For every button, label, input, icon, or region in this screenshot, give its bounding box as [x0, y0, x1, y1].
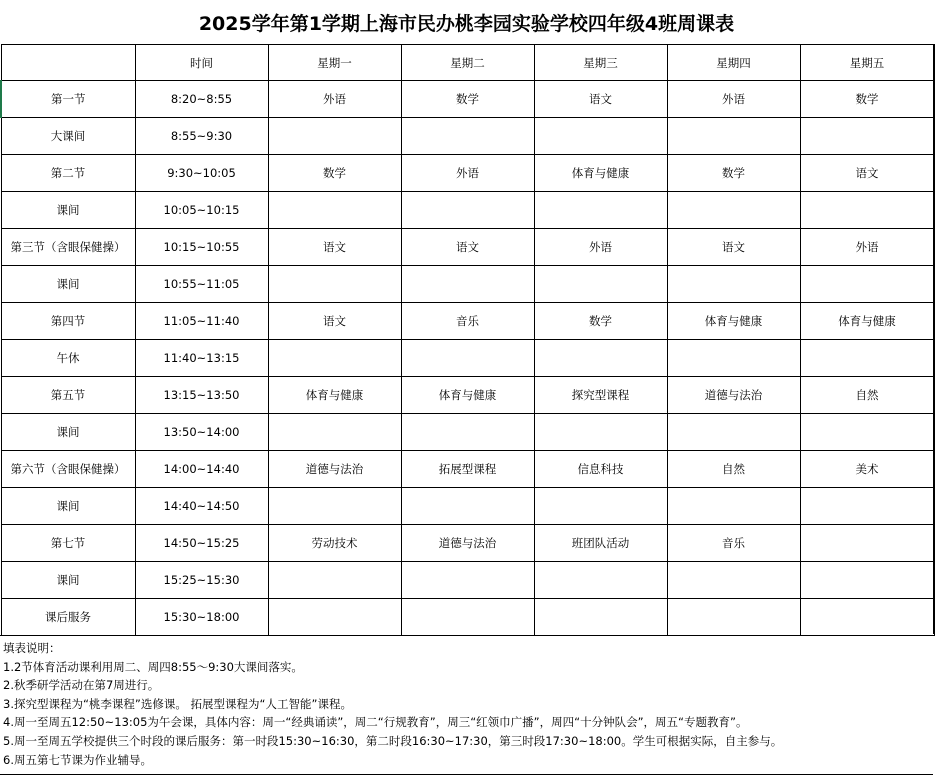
subject-cell[interactable]: 语文 [268, 229, 401, 266]
period-cell[interactable]: 第二节 [1, 155, 135, 192]
note-line: 1.2节体育活动课利用周二、周四8:55～9:30大课间落实。 [3, 659, 303, 674]
table-row [1, 414, 934, 451]
note-line: 3.探究型课程为“桃李课程”选修课。 拓展型课程为“人工智能”课程。 [3, 696, 352, 711]
subject-cell[interactable] [268, 488, 401, 525]
note-line: 2.秋季研学活动在第7周进行。 [3, 678, 160, 693]
subject-cell[interactable] [268, 340, 401, 377]
period-cell[interactable]: 第一节 [1, 81, 135, 118]
header-cell[interactable]: 星期五 [800, 45, 934, 81]
subject-cell[interactable]: 体育与健康 [534, 155, 667, 192]
subject-cell[interactable] [401, 414, 534, 451]
subject-cell[interactable] [268, 192, 401, 229]
subject-cell[interactable] [534, 488, 667, 525]
subject-cell[interactable] [268, 266, 401, 303]
table-row [1, 340, 934, 377]
subject-cell[interactable] [800, 599, 934, 636]
period-cell[interactable]: 课间 [1, 488, 135, 525]
header-cell[interactable]: 星期四 [667, 45, 800, 81]
table-row [1, 599, 934, 636]
subject-cell[interactable]: 道德与法治 [268, 451, 401, 488]
table-row [1, 377, 934, 414]
subject-cell[interactable]: 体育与健康 [268, 377, 401, 414]
period-cell[interactable]: 午休 [1, 340, 135, 377]
table-row [1, 155, 934, 192]
subject-cell[interactable] [401, 118, 534, 155]
subject-cell[interactable] [800, 192, 934, 229]
subject-cell[interactable] [401, 488, 534, 525]
subject-cell[interactable] [534, 340, 667, 377]
subject-cell[interactable] [401, 192, 534, 229]
subject-cell[interactable] [401, 340, 534, 377]
subject-cell[interactable] [800, 562, 934, 599]
subject-cell[interactable]: 语文 [268, 303, 401, 340]
subject-cell[interactable] [667, 414, 800, 451]
subject-cell[interactable] [667, 599, 800, 636]
header-cell[interactable]: 星期三 [534, 45, 667, 81]
subject-cell[interactable] [534, 192, 667, 229]
subject-cell[interactable]: 数学 [534, 303, 667, 340]
time-cell[interactable]: 11:40~13:15 [135, 340, 268, 377]
subject-cell[interactable]: 美术 [800, 451, 934, 488]
subject-cell[interactable] [401, 562, 534, 599]
subject-cell[interactable]: 自然 [667, 451, 800, 488]
header-cell[interactable]: 星期二 [401, 45, 534, 81]
table-row [1, 451, 934, 488]
period-cell[interactable]: 第六节（含眼保健操） [1, 451, 135, 488]
subject-cell[interactable]: 外语 [401, 155, 534, 192]
period-cell[interactable]: 课间 [1, 192, 135, 229]
timetable-grid [0, 44, 935, 636]
subject-cell[interactable]: 外语 [268, 81, 401, 118]
table-row [1, 303, 934, 340]
subject-cell[interactable] [268, 118, 401, 155]
table-row [1, 229, 934, 266]
table-row [1, 81, 934, 118]
subject-cell[interactable] [667, 562, 800, 599]
time-cell[interactable]: 15:25~15:30 [135, 562, 268, 599]
note-line: 5.周一至周五学校提供三个时段的课后服务：第一时段15:30~16:30，第二时段16:30~17:30，第三时段17:30~18:00。学生可根据实际，自主参与。 [3, 733, 783, 748]
subject-cell[interactable]: 语文 [800, 155, 934, 192]
table-row [1, 118, 934, 155]
subject-cell[interactable]: 数学 [667, 155, 800, 192]
subject-cell[interactable] [268, 562, 401, 599]
subject-cell[interactable]: 数学 [800, 81, 934, 118]
subject-cell[interactable] [800, 340, 934, 377]
time-cell[interactable]: 10:15~10:55 [135, 229, 268, 266]
subject-cell[interactable]: 音乐 [401, 303, 534, 340]
header-cell[interactable]: 时间 [135, 45, 268, 81]
subject-cell[interactable]: 劳动技术 [268, 525, 401, 562]
subject-cell[interactable] [401, 266, 534, 303]
table-row [1, 525, 934, 562]
note-line: 6.周五第七节课为作业辅导。 [3, 752, 152, 767]
subject-cell[interactable] [534, 599, 667, 636]
subject-cell[interactable] [667, 266, 800, 303]
subject-cell[interactable]: 音乐 [667, 525, 800, 562]
period-cell[interactable]: 第四节 [1, 303, 135, 340]
subject-cell[interactable] [667, 488, 800, 525]
subject-cell[interactable] [667, 340, 800, 377]
subject-cell[interactable]: 体育与健康 [800, 303, 934, 340]
period-cell[interactable]: 课间 [1, 266, 135, 303]
table-row [1, 266, 934, 303]
subject-cell[interactable] [800, 266, 934, 303]
period-cell[interactable]: 课间 [1, 562, 135, 599]
subject-cell[interactable] [667, 192, 800, 229]
table-row [1, 192, 934, 229]
subject-cell[interactable] [534, 118, 667, 155]
subject-cell[interactable]: 自然 [800, 377, 934, 414]
subject-cell[interactable] [534, 562, 667, 599]
subject-cell[interactable]: 外语 [667, 81, 800, 118]
subject-cell[interactable] [268, 414, 401, 451]
subject-cell[interactable]: 道德与法治 [667, 377, 800, 414]
subject-cell[interactable] [800, 414, 934, 451]
time-cell[interactable]: 14:00~14:40 [135, 451, 268, 488]
time-cell[interactable]: 8:55~9:30 [135, 118, 268, 155]
notes-heading: 填表说明： [3, 641, 61, 655]
subject-cell[interactable] [268, 599, 401, 636]
period-cell[interactable]: 第七节 [1, 525, 135, 562]
subject-cell[interactable]: 语文 [534, 81, 667, 118]
time-cell[interactable]: 14:40~14:50 [135, 488, 268, 525]
table-right-border [933, 44, 934, 634]
header-row [1, 45, 934, 81]
period-cell[interactable]: 第五节 [1, 377, 135, 414]
subject-cell[interactable]: 拓展型课程 [401, 451, 534, 488]
notes-section [0, 635, 933, 775]
subject-cell[interactable] [800, 118, 934, 155]
subject-cell[interactable]: 信息科技 [534, 451, 667, 488]
period-cell[interactable]: 课后服务 [1, 599, 135, 636]
period-cell[interactable]: 大课间 [1, 118, 135, 155]
subject-cell[interactable] [667, 118, 800, 155]
subject-cell[interactable]: 外语 [800, 229, 934, 266]
subject-cell[interactable]: 数学 [268, 155, 401, 192]
subject-cell[interactable] [401, 599, 534, 636]
subject-cell[interactable]: 外语 [534, 229, 667, 266]
header-corner-cell[interactable] [1, 45, 135, 81]
subject-cell[interactable] [534, 266, 667, 303]
time-cell[interactable]: 15:30~18:00 [135, 599, 268, 636]
subject-cell[interactable]: 探究型课程 [534, 377, 667, 414]
subject-cell[interactable]: 语文 [667, 229, 800, 266]
time-cell[interactable]: 14:50~15:25 [135, 525, 268, 562]
table-row [1, 488, 934, 525]
subject-cell[interactable]: 数学 [401, 81, 534, 118]
time-cell[interactable]: 11:05~11:40 [135, 303, 268, 340]
subject-cell[interactable]: 班团队活动 [534, 525, 667, 562]
time-cell[interactable]: 9:30~10:05 [135, 155, 268, 192]
period-cell[interactable]: 课间 [1, 414, 135, 451]
subject-cell[interactable] [800, 525, 934, 562]
subject-cell[interactable]: 道德与法治 [401, 525, 534, 562]
header-cell[interactable]: 星期一 [268, 45, 401, 81]
time-cell[interactable]: 13:50~14:00 [135, 414, 268, 451]
subject-cell[interactable]: 体育与健康 [667, 303, 800, 340]
subject-cell[interactable] [534, 414, 667, 451]
timetable-title: 2025学年第1学期上海市民办桃李园实验学校四年级4班周课表 [198, 12, 735, 35]
time-cell[interactable]: 13:15~13:50 [135, 377, 268, 414]
table-row [1, 562, 934, 599]
time-cell[interactable]: 10:55~11:05 [135, 266, 268, 303]
period-cell[interactable]: 第三节（含眼保健操） [1, 229, 135, 266]
subject-cell[interactable] [800, 488, 934, 525]
subject-cell[interactable]: 语文 [401, 229, 534, 266]
time-cell[interactable]: 10:05~10:15 [135, 192, 268, 229]
note-line: 4.周一至周五12:50~13:05为午会课，具体内容：周一“经典诵读”，周二“行规教育”，周三“红领巾广播”，周四“十分钟队会”，周五“专题教育”。 [3, 715, 748, 730]
subject-cell[interactable]: 体育与健康 [401, 377, 534, 414]
time-cell[interactable]: 8:20~8:55 [135, 81, 268, 118]
